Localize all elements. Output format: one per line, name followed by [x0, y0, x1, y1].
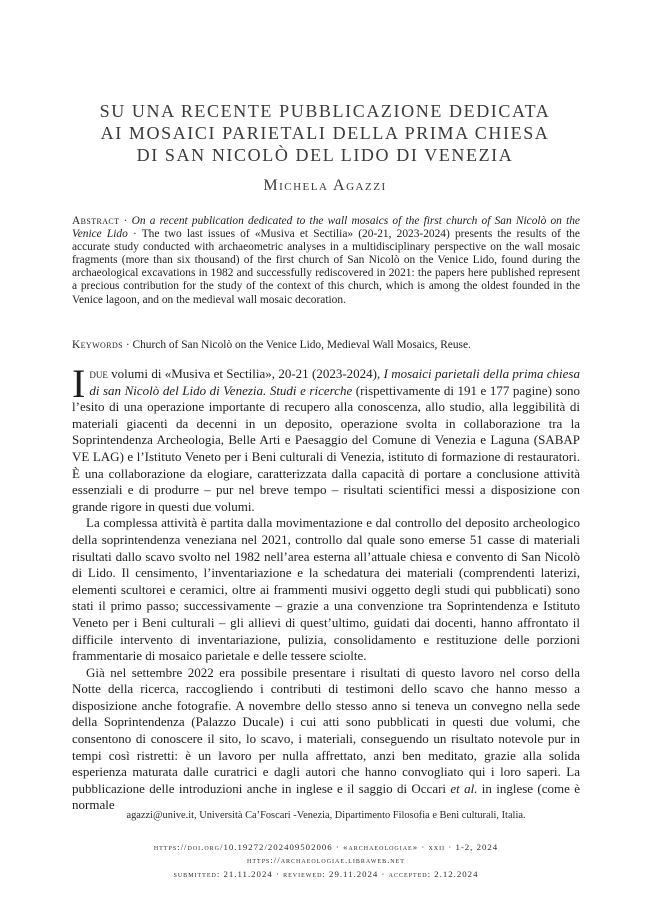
submission-dates: submitted: 21.11.2024 · reviewed: 29.11.2024 · accepted: 2.12.2024 — [173, 869, 479, 879]
author-name: Michela Agazzi — [263, 177, 387, 194]
paragraph-2: La complessa attività è partita dalla movimentazione e dal controllo del deposito archeologico della soprintendenza veneziana nel 2021, controllo dal quale sono emerse 51 casse di materiali risultati dallo scavo svolto nel 1982 nell’area esterna all’attuale chiesa e convento di San Nicolò di Lido. Il censimento, l’inventariazione e la schedatura dei materiali (comprendenti laterizi, elementi scultorei e ceramici, oltre ai frammenti musivi oggetto degli studi qui pubblicati) sono stati il primo passo; successivamente – grazie a una convenzione tra Soprintendenza e Istituto Veneto per i Beni culturali – gli allievi di quest’ultimo, guidati dai docenti, hanno affrontato il difficile intervento di inventariazione, pulizia, consolidamento e restituzione delle porzioni frammentarie di mosaico parietale e delle tessere sciolte. — [72, 515, 580, 664]
abstract-text: · The two last issues of «Musiva et Sectilia» (20-21, 2023-2024) presents the results of the accurate study conducted with archaeometric analyses in a multidisciplinary perspective on the wall mosaic fragments (more than six thousand) of the first church of San Nicolò on the Venice Lido, found during the archaeological excavations in 1982 and successfully rediscovered in 2021: the papers here published represent a precious contribution for the study of the context of this church, which is among the oldest founded in the Venice lagoon, and on the medieval wall mosaic decoration. — [72, 228, 580, 306]
paragraph-3-text-b: in inglese (come è normale — [72, 780, 581, 813]
abstract — [72, 215, 580, 307]
paragraph-1 — [72, 361, 581, 515]
keywords-text: Church of San Nicolò on the Venice Lido, Medieval Wall Mosaics, Reuse. — [132, 339, 471, 351]
title-line-1: SU UNA RECENTE PUBBLICAZIONE DEDICATA — [99, 101, 551, 121]
abstract-label: Abstract — [72, 215, 120, 227]
keywords — [72, 339, 580, 352]
journal-url: https://archaeologiae.libraweb.net — [247, 855, 405, 865]
paragraph-3-text-a: Già nel settembre 2022 era possibile presentare i risultati di questo lavoro nel corso della Notte della ricerca, raccogliendo i contributi di testimoni dello scavo che hanno messo a disposizione anche fotografie. A novembre dello stesso anno si teneva un convegno nella sede della Soprintendenza (Palazzo Ducale) i cui atti sono pubblicati in questi due volumi, che consentono di conoscere il sito, lo scavo, i materiali, conseguendo un risultato notevole pur in tempi così ristretti: è un lavoro per nulla affrettato, anzi ben meditato, grazie alla solida esperienza maturata dalle curatrici e dagli autori che hanno convogliato qui i loro saperi. La pubblicazione delle introduzioni anche in inglese e il saggio di Occari — [72, 664, 580, 796]
paragraph-1-text-a: volumi di «Musiva et Sectilia», 20-21 (2023-2024), — [107, 366, 384, 381]
abstract-italic-title: On a recent publication dedicated to the wall mosaics of the first church of San Nicolò on the Venice Lido — [72, 215, 580, 241]
paragraph-1-start: due — [89, 366, 108, 381]
title-line-2: AI MOSAICI PARIETALI DELLA PRIMA CHIESA — [100, 123, 550, 143]
paragraph-3-et-al: et al. — [450, 780, 478, 796]
drop-cap: I — [72, 361, 86, 406]
author-footnote: agazzi@unive.it, Università Ca’Foscari -Venezia, Dipartimento Filosofia e Beni culturali, Italia. — [126, 810, 526, 821]
article-body — [72, 361, 581, 814]
keywords-separator: · — [122, 339, 133, 351]
abstract-separator: · — [119, 215, 132, 227]
keywords-label: Keywords — [72, 339, 123, 351]
doi-line: https://doi.org/10.19272/202409502006 · «archaeologiae» · xxii · 1-2, 2024 — [153, 842, 499, 852]
paragraph-3 — [72, 665, 580, 814]
paragraph-1-book-title: I mosaici parietali della prima chiesa di san Nicolò del Lido di Venezia. Studi e ricerche — [89, 366, 580, 398]
article-title — [60, 100, 590, 166]
paragraph-1-text-b: (rispettivamente di 191 e 177 pagine) sono l’esito di una operazione importante di recupero alla conoscenza, allo studio, alla leggibilità di materiali giacenti da decenni in un deposito, operazione svolta in collaborazione tra la Soprintendenza Archeologia, Belle Arti e Paesaggio del Comune di Venezia e Laguna (SABAP VE LAG) e l’Istituto Veneto per i Beni culturali di Venezia, istituto di formazione di restauratori. È una collaborazione da elogiare, caratterizzata dalla capacità di portare a conclusione attività essenziali e di produrre – pur nel breve tempo – risultati scientifici messi a disposizione con grande rigore in questi due volumi. — [72, 382, 581, 514]
title-line-3: DI SAN NICOLÒ DEL LIDO DI VENEZIA — [136, 145, 514, 165]
